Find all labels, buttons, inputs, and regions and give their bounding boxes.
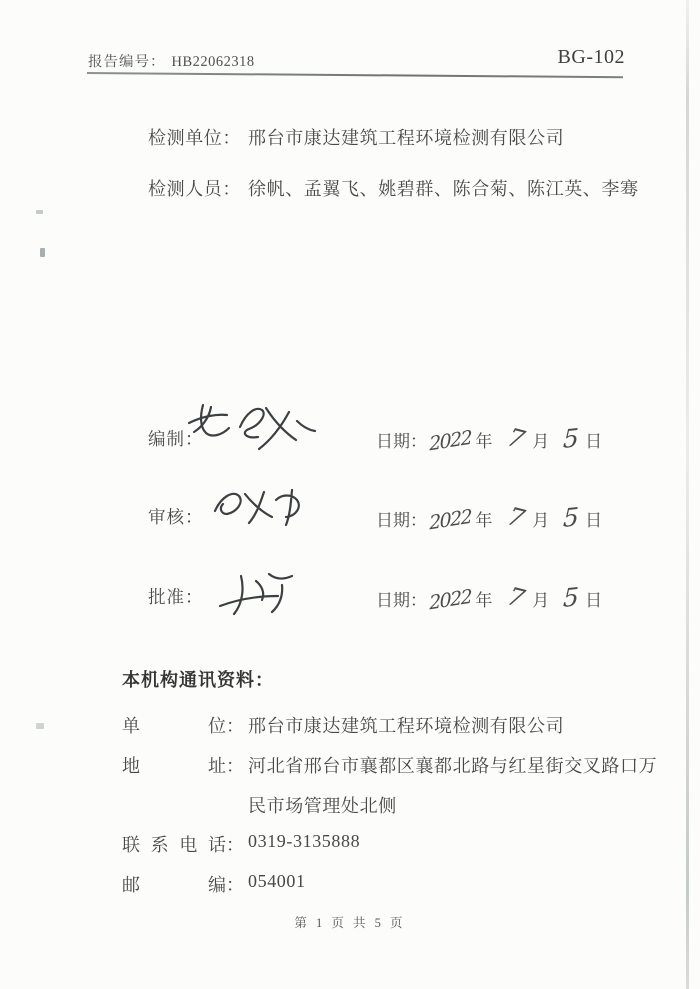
contact-address-line2: 民市场管理处北侧	[248, 796, 397, 816]
scan-speck	[36, 723, 44, 729]
day-unit: 日	[585, 591, 604, 610]
reviewer-label: 审核：	[148, 507, 204, 527]
year-unit: 年	[475, 511, 494, 530]
label-colon: ：	[226, 756, 244, 776]
header-divider	[87, 72, 623, 78]
report-number-label: 报告编号：	[87, 54, 166, 71]
day-unit: 日	[585, 511, 604, 530]
reviewer-date-line	[376, 501, 608, 535]
report-number-line	[88, 50, 255, 72]
preparer-signature-handwriting	[186, 400, 318, 454]
inspection-unit-line	[148, 124, 564, 150]
date-label: 日期：	[376, 432, 427, 451]
page-number-footer: 第 1 页 共 5 页	[294, 916, 406, 930]
label-colon: ：	[226, 716, 244, 736]
contact-phone-value: 0319-3135888	[248, 831, 361, 851]
form-code: BG-102	[557, 46, 625, 68]
handwritten-month: 7	[504, 581, 529, 614]
contact-address-label: 地址	[122, 756, 226, 776]
scan-speck	[40, 248, 45, 257]
preparer-date-line	[376, 422, 608, 456]
contact-phone-label: 联系电话	[122, 835, 226, 855]
inspectors-value: 徐帆、孟翼飞、姚碧群、陈合菊、陈江英、李骞	[248, 179, 639, 199]
contact-address-line1: 河北省邢台市襄都区襄都北路与红星街交叉路口万	[248, 756, 658, 776]
date-label: 日期：	[376, 511, 427, 530]
label-colon: ：	[226, 875, 244, 895]
contact-unit-row	[122, 712, 564, 738]
month-unit: 月	[532, 432, 551, 451]
contact-phone-row	[122, 831, 360, 857]
contact-section-heading: 本机构通讯资料：	[122, 670, 274, 690]
contact-address-row	[122, 752, 657, 778]
contact-zip-value: 054001	[248, 871, 306, 891]
day-unit: 日	[585, 432, 604, 451]
date-label: 日期：	[376, 591, 427, 610]
approver-date-line	[376, 581, 608, 615]
preparer-label: 编制：	[148, 429, 204, 449]
reviewer-signature-handwriting	[210, 486, 310, 530]
handwritten-year: 2022	[428, 585, 472, 615]
handwritten-day: 5	[562, 423, 580, 454]
handwritten-day: 5	[562, 502, 580, 533]
contact-zip-label: 邮编	[122, 875, 226, 895]
year-unit: 年	[475, 591, 494, 610]
scan-speck	[36, 210, 43, 214]
handwritten-year: 2022	[428, 505, 472, 535]
inspection-unit-label: 检测单位：	[148, 128, 241, 148]
handwritten-year: 2022	[428, 426, 472, 456]
handwritten-month: 7	[504, 422, 529, 455]
contact-zip-row	[122, 871, 306, 897]
year-unit: 年	[475, 432, 494, 451]
report-number-value: HB22062318	[171, 53, 255, 70]
handwritten-day: 5	[562, 582, 580, 613]
contact-unit-value: 邢台市康达建筑工程环境检测有限公司	[248, 716, 565, 736]
contact-unit-label: 单位	[122, 716, 226, 736]
inspectors-label: 检测人员：	[148, 179, 241, 199]
inspection-unit-value: 邢台市康达建筑工程环境检测有限公司	[248, 128, 565, 148]
scan-edge-artifact	[686, 0, 689, 989]
label-colon: ：	[226, 835, 244, 855]
approver-signature-handwriting	[212, 566, 302, 620]
approver-label: 批准：	[148, 587, 204, 607]
month-unit: 月	[532, 591, 551, 610]
inspectors-line	[148, 175, 639, 201]
month-unit: 月	[532, 511, 551, 530]
handwritten-month: 7	[504, 501, 529, 534]
